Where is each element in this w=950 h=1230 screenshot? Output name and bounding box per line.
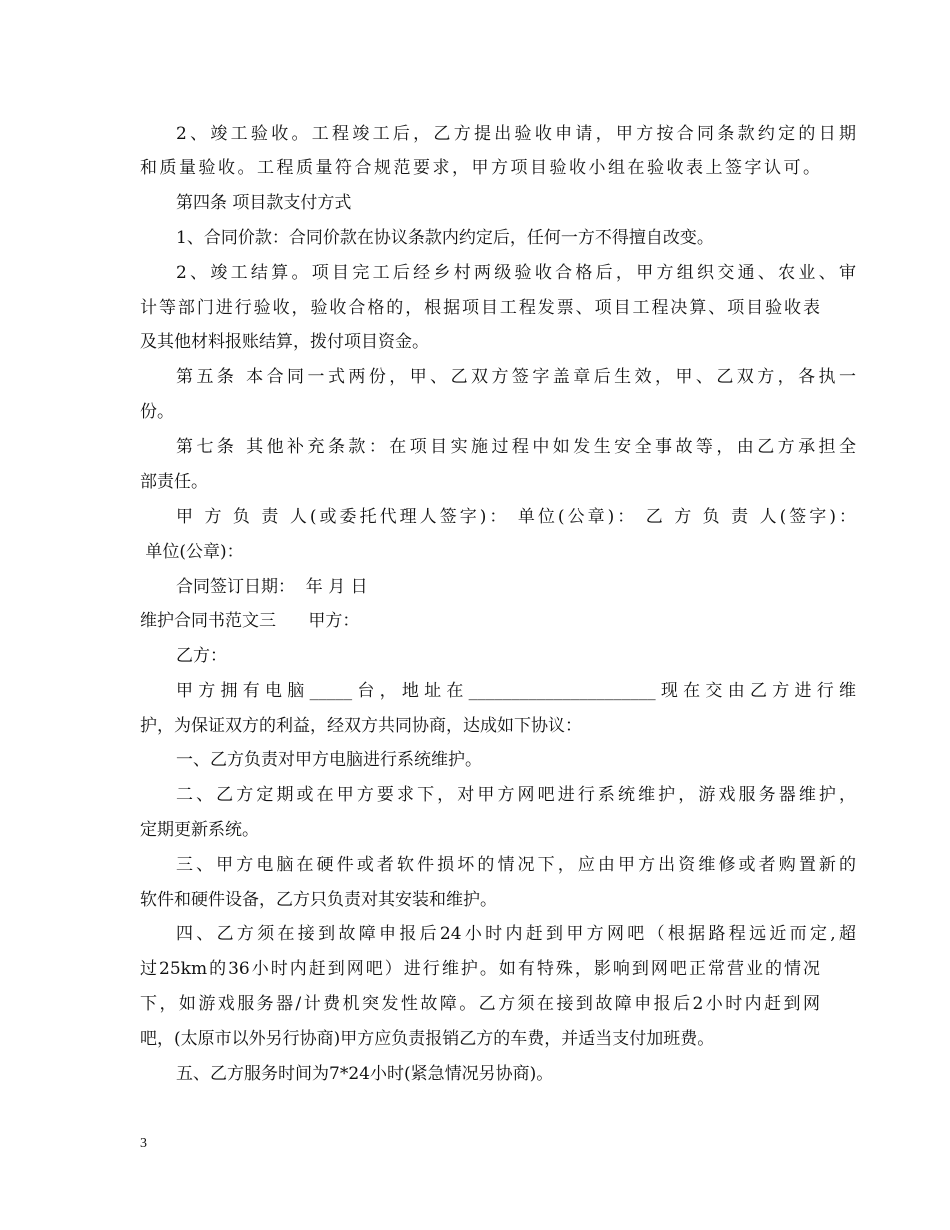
paragraph-line: 甲方拥有电脑_____台，地址在______________________现在交由乙方进行维: [176, 681, 856, 701]
paragraph-line: 计等部门进行验收，验收合格的，根据项目工程发票、项目工程决算、项目验收表: [140, 298, 820, 318]
paragraph-line: 一、乙方负责对甲方电脑进行系统维护。: [176, 750, 482, 770]
paragraph-line: 二、乙方定期或在甲方要求下，对甲方网吧进行系统维护，游戏服务器维护，: [176, 785, 856, 805]
paragraph-line: 软件和硬件设备，乙方只负责对其安装和维护。: [140, 890, 497, 910]
section-title: 维护合同书范文三 甲方：: [140, 611, 360, 631]
paragraph-line: 2、竣工验收。工程竣工后，乙方提出验收申请，甲方按合同条款约定的日期: [176, 124, 856, 144]
paragraph-line: 下，如游戏服务器/计费机突发性故障。乙方须在接到故障申报后2小时内赶到网: [140, 994, 820, 1014]
paragraph-line: 护，为保证双方的利益，经双方共同协商，达成如下协议：: [140, 716, 582, 736]
paragraph-line: 三、甲方电脑在硬件或者软件损坏的情况下，应由甲方出资维修或者购置新的: [176, 855, 856, 875]
signature-line: 单位(公章)：: [140, 542, 244, 562]
paragraph-line: 1、合同价款：合同价款在协议条款内约定后，任何一方不得擅自改变。: [176, 228, 714, 248]
signature-line: 甲 方 负 责 人(或委托代理人签字)： 单位(公章)： 乙 方 负 责 人(签字)：: [176, 507, 856, 527]
paragraph-line: 定期更新系统。: [140, 820, 259, 840]
party-b-line: 乙方：: [176, 646, 227, 666]
paragraph-line: 份。: [140, 402, 174, 422]
section-heading: 第四条 项目款支付方式: [176, 193, 352, 213]
signing-date: 合同签订日期： 年 月 日: [176, 577, 368, 597]
paragraph-line: 和质量验收。工程质量符合规范要求，甲方项目验收小组在验收表上签字认可。: [140, 158, 820, 178]
paragraph-line: 第五条 本合同一式两份，甲、乙双方签字盖章后生效，甲、乙双方，各执一: [176, 367, 856, 387]
paragraph-line: 第七条 其他补充条款：在项目实施过程中如发生安全事故等，由乙方承担全: [176, 437, 856, 457]
paragraph-line: 五、乙方服务时间为7*24小时(紧急情况另协商)。: [176, 1064, 554, 1084]
paragraph-line: 吧，(太原市以外另行协商)甲方应负责报销乙方的车费，并适当支付加班费。: [140, 1029, 715, 1049]
paragraph-line: 四、乙方须在接到故障申报后24小时内赶到甲方网吧（根据路程远近而定,超: [176, 924, 856, 944]
paragraph-line: 2、竣工结算。项目完工后经乡村两级验收合格后，甲方组织交通、农业、审: [176, 263, 856, 283]
paragraph-line: 部责任。: [140, 472, 208, 492]
page-number: 3: [140, 1136, 147, 1151]
paragraph-line: 及其他材料报账结算，拨付项目资金。: [140, 332, 429, 352]
paragraph-line: 过25km的36小时内赶到网吧）进行维护。如有特殊，影响到网吧正常营业的情况: [140, 959, 820, 979]
